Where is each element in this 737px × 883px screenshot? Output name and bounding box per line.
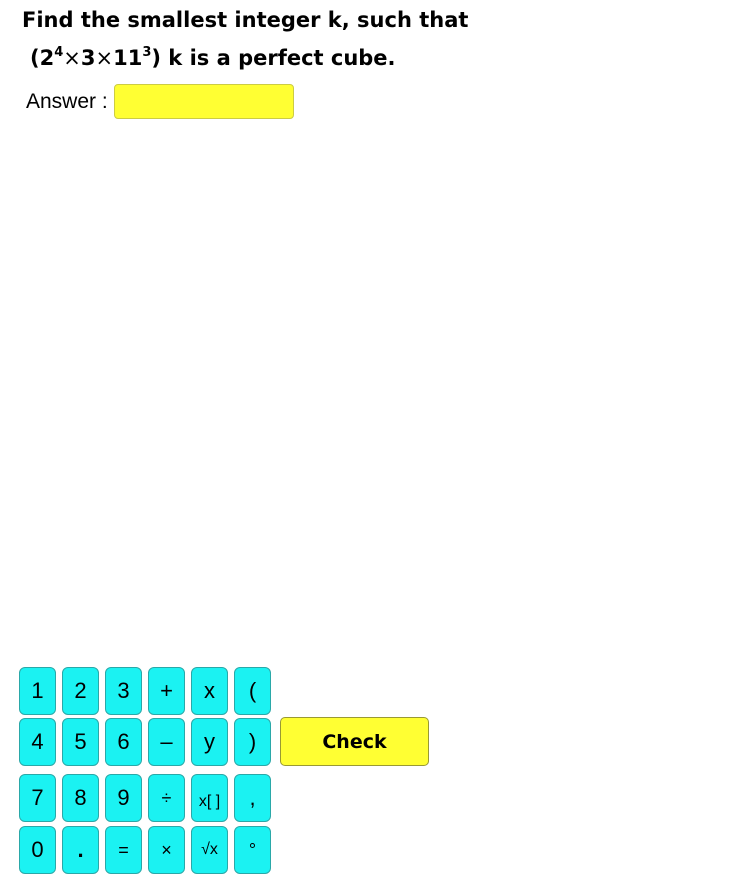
- expr-open: (2: [30, 46, 55, 70]
- key-decimal-point[interactable]: .: [62, 826, 99, 874]
- answer-input[interactable]: [114, 84, 294, 119]
- key-open-paren[interactable]: (: [234, 667, 271, 715]
- key-divide[interactable]: ÷: [148, 774, 185, 822]
- key-8[interactable]: 8: [62, 774, 99, 822]
- power-icon: x[ ]: [198, 793, 221, 810]
- check-button[interactable]: Check: [280, 717, 429, 766]
- key-equals[interactable]: =: [105, 826, 142, 874]
- expr-close: ) k is a perfect cube.: [151, 46, 396, 70]
- times-sign-1: ×: [63, 46, 81, 70]
- key-3[interactable]: 3: [105, 667, 142, 715]
- exponent-2: 3: [142, 45, 152, 60]
- key-sqrt[interactable]: [191, 826, 228, 874]
- key-close-paren[interactable]: ): [234, 718, 271, 766]
- exponent-1: 4: [54, 45, 64, 60]
- key-7[interactable]: 7: [19, 774, 56, 822]
- key-times[interactable]: ×: [148, 826, 185, 874]
- key-5[interactable]: 5: [62, 718, 99, 766]
- key-9[interactable]: 9: [105, 774, 142, 822]
- key-1[interactable]: 1: [19, 667, 56, 715]
- sqrt-icon: √x: [201, 841, 218, 858]
- key-power[interactable]: [191, 774, 228, 822]
- key-x[interactable]: x: [191, 667, 228, 715]
- times-sign-2: ×: [95, 46, 114, 70]
- key-degree[interactable]: °: [234, 826, 271, 874]
- key-plus[interactable]: +: [148, 667, 185, 715]
- key-4[interactable]: 4: [19, 718, 56, 766]
- answer-label: Answer :: [26, 90, 108, 113]
- expr-mid: 3: [80, 46, 96, 70]
- key-6[interactable]: 6: [105, 718, 142, 766]
- key-minus[interactable]: –: [148, 718, 185, 766]
- key-comma[interactable]: ,: [234, 774, 271, 822]
- key-2[interactable]: 2: [62, 667, 99, 715]
- question-line-1: Find the smallest integer k, such that: [22, 8, 469, 32]
- key-0[interactable]: 0: [19, 826, 56, 874]
- key-y[interactable]: y: [191, 718, 228, 766]
- expr-base-2: 11: [113, 46, 143, 70]
- question-expression: [30, 46, 396, 70]
